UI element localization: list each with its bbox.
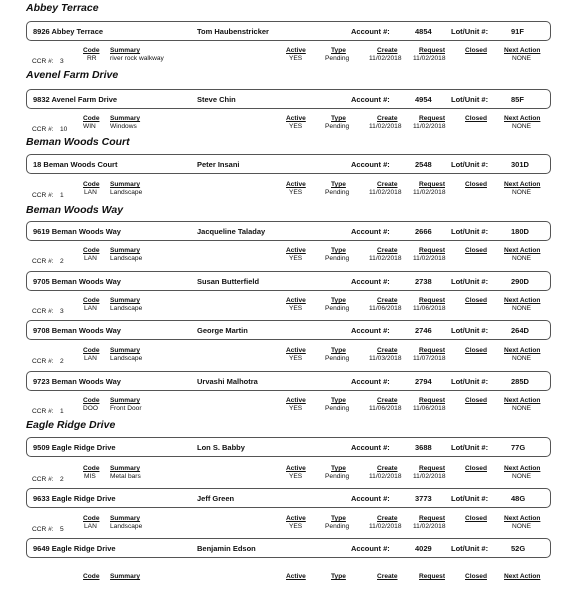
summary-value: Metal bars [110, 473, 141, 480]
create-value: 11/06/2018 [369, 305, 402, 312]
type-value: Pending [325, 405, 350, 412]
next-action-value: NONE [512, 355, 532, 362]
ccr-label: CCR #: [32, 526, 54, 533]
account-number: 4029 [415, 544, 432, 553]
record-box [26, 538, 551, 558]
request-value: 11/06/2018 [413, 305, 446, 312]
address: 9708 Beman Woods Way [33, 326, 121, 335]
code-value: LAN [84, 189, 97, 196]
create-header: Create [377, 297, 398, 304]
code-value: LAN [84, 305, 97, 312]
create-value: 11/02/2018 [369, 189, 402, 196]
request-value: 11/02/2018 [413, 55, 446, 62]
owner: Peter Insani [197, 160, 240, 169]
code-value: RR [87, 55, 97, 62]
record-box [26, 21, 551, 41]
record-detail-cut [26, 563, 556, 589]
account-number: 3688 [415, 443, 432, 452]
code-value: LAN [84, 255, 97, 262]
summary-value: Landscape [110, 355, 143, 362]
next-action-header: Next Action [504, 465, 541, 472]
summary-header: Summary [110, 515, 141, 522]
request-header: Request [419, 347, 446, 354]
ccr-label: CCR #: [32, 358, 54, 365]
active-header: Active [286, 47, 306, 54]
code-value: LAN [84, 355, 97, 362]
address: 9509 Eagle Ridge Drive [33, 443, 116, 452]
record-detail [26, 180, 556, 206]
next-action-value: NONE [512, 405, 532, 412]
summary-header: Summary [110, 573, 141, 580]
record-detail [26, 346, 556, 372]
next-action-header: Next Action [504, 347, 541, 354]
request-header: Request [419, 181, 446, 188]
active-value: YES [289, 189, 303, 196]
next-action-value: NONE [512, 55, 532, 62]
create-value: 11/02/2018 [369, 55, 402, 62]
create-header: Create [377, 573, 398, 580]
ccr-number: 1 [60, 192, 64, 199]
summary-header: Summary [110, 115, 141, 122]
ccr-label: CCR #: [32, 192, 54, 199]
address: 18 Beman Woods Court [33, 160, 118, 169]
create-value: 11/02/2018 [369, 123, 402, 130]
record-box [26, 320, 551, 340]
ccr-label: CCR #: [32, 308, 54, 315]
type-header: Type [331, 515, 346, 522]
lot-number: 264D [511, 326, 529, 335]
lot-label: Lot/Unit #: [451, 227, 489, 236]
closed-header: Closed [465, 247, 487, 254]
request-header: Request [419, 47, 446, 54]
next-action-value: NONE [512, 523, 532, 530]
lot-label: Lot/Unit #: [451, 27, 489, 36]
account-label: Account #: [351, 277, 390, 286]
record-box [26, 488, 551, 508]
code-header: Code [83, 181, 100, 188]
ccr-number: 10 [60, 126, 68, 133]
active-header: Active [286, 397, 306, 404]
active-value: YES [289, 405, 303, 412]
code-header: Code [83, 297, 100, 304]
record-box [26, 437, 551, 457]
closed-header: Closed [465, 465, 487, 472]
active-header: Active [286, 247, 306, 254]
lot-label: Lot/Unit #: [451, 160, 489, 169]
summary-value: Landscape [110, 305, 143, 312]
owner: George Martin [197, 326, 248, 335]
lot-label: Lot/Unit #: [451, 326, 489, 335]
record-detail [26, 296, 556, 322]
record-detail [26, 464, 556, 490]
request-header: Request [419, 573, 446, 580]
address: 9633 Eagle Ridge Drive [33, 494, 116, 503]
active-value: YES [289, 255, 303, 262]
summary-header: Summary [110, 181, 141, 188]
create-header: Create [377, 397, 398, 404]
next-action-header: Next Action [504, 181, 541, 188]
summary-value: Landscape [110, 255, 143, 262]
street-heading: Avenel Farm Drive [26, 69, 119, 81]
request-value: 11/02/2018 [413, 189, 446, 196]
owner: Jacqueline Taladay [197, 227, 266, 236]
street-heading: Beman Woods Court [26, 136, 130, 148]
lot-label: Lot/Unit #: [451, 95, 489, 104]
owner: Urvashi Malhotra [197, 377, 258, 386]
closed-header: Closed [465, 115, 487, 122]
record-box [26, 221, 551, 241]
ccr-number: 2 [60, 258, 64, 265]
type-value: Pending [325, 305, 350, 312]
next-action-header: Next Action [504, 515, 541, 522]
ccr-label: CCR #: [32, 258, 54, 265]
ccr-label: CCR #: [32, 408, 54, 415]
owner: Tom Haubenstricker [197, 27, 269, 36]
record-box [26, 371, 551, 391]
lot-number: 52G [511, 544, 526, 553]
request-header: Request [419, 247, 446, 254]
closed-header: Closed [465, 347, 487, 354]
type-header: Type [331, 115, 346, 122]
next-action-header: Next Action [504, 397, 541, 404]
summary-value: Front Door [110, 405, 142, 412]
next-action-value: NONE [512, 255, 532, 262]
account-label: Account #: [351, 326, 390, 335]
record-detail [26, 246, 556, 272]
account-number: 4954 [415, 95, 432, 104]
lot-number: 285D [511, 377, 529, 386]
code-header: Code [83, 347, 100, 354]
owner: Lon S. Babby [197, 443, 245, 452]
closed-header: Closed [465, 397, 487, 404]
lot-number: 85F [511, 95, 524, 104]
lot-number: 77G [511, 443, 526, 452]
type-value: Pending [325, 523, 350, 530]
code-header: Code [83, 397, 100, 404]
active-header: Active [286, 515, 306, 522]
next-action-header: Next Action [504, 47, 541, 54]
request-header: Request [419, 115, 446, 122]
account-label: Account #: [351, 494, 390, 503]
address: 9832 Avenel Farm Drive [33, 95, 118, 104]
summary-header: Summary [110, 47, 141, 54]
type-header: Type [331, 573, 346, 580]
account-number: 2666 [415, 227, 432, 236]
account-number: 3773 [415, 494, 432, 503]
account-number: 2548 [415, 160, 432, 169]
create-value: 11/02/2018 [369, 255, 402, 262]
lot-number: 91F [511, 27, 524, 36]
closed-header: Closed [465, 515, 487, 522]
next-action-header: Next Action [504, 573, 541, 580]
address: 9649 Eagle Ridge Drive [33, 544, 116, 553]
summary-header: Summary [110, 247, 141, 254]
code-header: Code [83, 47, 100, 54]
create-value: 11/03/2018 [369, 355, 402, 362]
account-label: Account #: [351, 544, 390, 553]
code-header: Code [83, 515, 100, 522]
owner: Steve Chin [197, 95, 236, 104]
address: 8926 Abbey Terrace [33, 27, 104, 36]
code-value: MIS [84, 473, 96, 480]
code-header: Code [83, 465, 100, 472]
active-value: YES [289, 523, 303, 530]
summary-value: Landscape [110, 523, 143, 530]
closed-header: Closed [465, 297, 487, 304]
active-header: Active [286, 465, 306, 472]
summary-value: Landscape [110, 189, 143, 196]
create-header: Create [377, 465, 398, 472]
create-value: 11/02/2018 [369, 473, 402, 480]
next-action-value: NONE [512, 305, 532, 312]
next-action-header: Next Action [504, 297, 541, 304]
lot-label: Lot/Unit #: [451, 277, 489, 286]
active-header: Active [286, 347, 306, 354]
code-header: Code [83, 115, 100, 122]
type-header: Type [331, 181, 346, 188]
active-header: Active [286, 573, 306, 580]
owner: Susan Butterfield [197, 277, 260, 286]
code-value: LAN [84, 523, 97, 530]
account-number: 2738 [415, 277, 432, 286]
account-label: Account #: [351, 227, 390, 236]
ccr-number: 3 [60, 58, 64, 65]
create-header: Create [377, 515, 398, 522]
type-value: Pending [325, 123, 350, 130]
ccr-label: CCR #: [32, 126, 54, 133]
code-header: Code [83, 573, 100, 580]
type-header: Type [331, 397, 346, 404]
type-header: Type [331, 347, 346, 354]
record-detail [26, 514, 556, 540]
owner: Benjamin Edson [197, 544, 256, 553]
account-number: 2794 [415, 377, 432, 386]
create-header: Create [377, 347, 398, 354]
code-value: DOO [83, 405, 99, 412]
ccr-label: CCR #: [32, 476, 54, 483]
street-heading: Eagle Ridge Drive [26, 419, 116, 431]
closed-header: Closed [465, 47, 487, 54]
create-header: Create [377, 247, 398, 254]
street-heading: Abbey Terrace [26, 2, 99, 14]
active-header: Active [286, 297, 306, 304]
request-value: 11/06/2018 [413, 405, 446, 412]
summary-header: Summary [110, 347, 141, 354]
code-header: Code [83, 247, 100, 254]
lot-label: Lot/Unit #: [451, 377, 489, 386]
ccr-number: 1 [60, 408, 64, 415]
type-value: Pending [325, 473, 350, 480]
request-value: 11/07/2018 [413, 355, 446, 362]
type-header: Type [331, 47, 346, 54]
type-value: Pending [325, 55, 350, 62]
create-value: 11/06/2018 [369, 405, 402, 412]
request-value: 11/02/2018 [413, 473, 446, 480]
owner: Jeff Green [197, 494, 235, 503]
account-label: Account #: [351, 27, 390, 36]
create-value: 11/02/2018 [369, 523, 402, 530]
type-value: Pending [325, 355, 350, 362]
account-label: Account #: [351, 95, 390, 104]
request-header: Request [419, 515, 446, 522]
account-label: Account #: [351, 443, 390, 452]
type-header: Type [331, 247, 346, 254]
active-value: YES [289, 305, 303, 312]
type-value: Pending [325, 255, 350, 262]
request-header: Request [419, 397, 446, 404]
request-header: Request [419, 297, 446, 304]
lot-number: 301D [511, 160, 529, 169]
request-value: 11/02/2018 [413, 523, 446, 530]
record-box [26, 154, 551, 174]
summary-value: river rock walkway [110, 55, 164, 62]
account-label: Account #: [351, 377, 390, 386]
ccr-number: 2 [60, 476, 64, 483]
active-header: Active [286, 181, 306, 188]
next-action-header: Next Action [504, 115, 541, 122]
active-value: YES [289, 55, 303, 62]
type-header: Type [331, 297, 346, 304]
create-header: Create [377, 115, 398, 122]
address: 9723 Beman Woods Way [33, 377, 121, 386]
request-value: 11/02/2018 [413, 123, 446, 130]
record-box [26, 271, 551, 291]
lot-label: Lot/Unit #: [451, 544, 489, 553]
summary-value: Windows [110, 123, 137, 130]
account-number: 4854 [415, 27, 432, 36]
street-heading: Beman Woods Way [26, 204, 124, 216]
lot-number: 290D [511, 277, 529, 286]
create-header: Create [377, 47, 398, 54]
closed-header: Closed [465, 181, 487, 188]
address: 9705 Beman Woods Way [33, 277, 121, 286]
next-action-header: Next Action [504, 247, 541, 254]
account-label: Account #: [351, 160, 390, 169]
active-header: Active [286, 115, 306, 122]
lot-label: Lot/Unit #: [451, 494, 489, 503]
type-header: Type [331, 465, 346, 472]
record-box [26, 89, 551, 109]
ccr-label: CCR #: [32, 58, 54, 65]
next-action-value: NONE [512, 123, 532, 130]
ccr-number: 3 [60, 308, 64, 315]
ccr-number: 5 [60, 526, 64, 533]
summary-header: Summary [110, 397, 141, 404]
next-action-value: NONE [512, 473, 532, 480]
lot-label: Lot/Unit #: [451, 443, 489, 452]
lot-number: 180D [511, 227, 529, 236]
lot-number: 48G [511, 494, 526, 503]
request-value: 11/02/2018 [413, 255, 446, 262]
create-header: Create [377, 181, 398, 188]
active-value: YES [289, 355, 303, 362]
summary-header: Summary [110, 465, 141, 472]
ccr-number: 2 [60, 358, 64, 365]
summary-header: Summary [110, 297, 141, 304]
type-value: Pending [325, 189, 350, 196]
request-header: Request [419, 465, 446, 472]
next-action-value: NONE [512, 189, 532, 196]
address: 9619 Beman Woods Way [33, 227, 121, 236]
account-number: 2746 [415, 326, 432, 335]
closed-header: Closed [465, 573, 487, 580]
active-value: YES [289, 473, 303, 480]
code-value: WIN [83, 123, 96, 130]
active-value: YES [289, 123, 303, 130]
